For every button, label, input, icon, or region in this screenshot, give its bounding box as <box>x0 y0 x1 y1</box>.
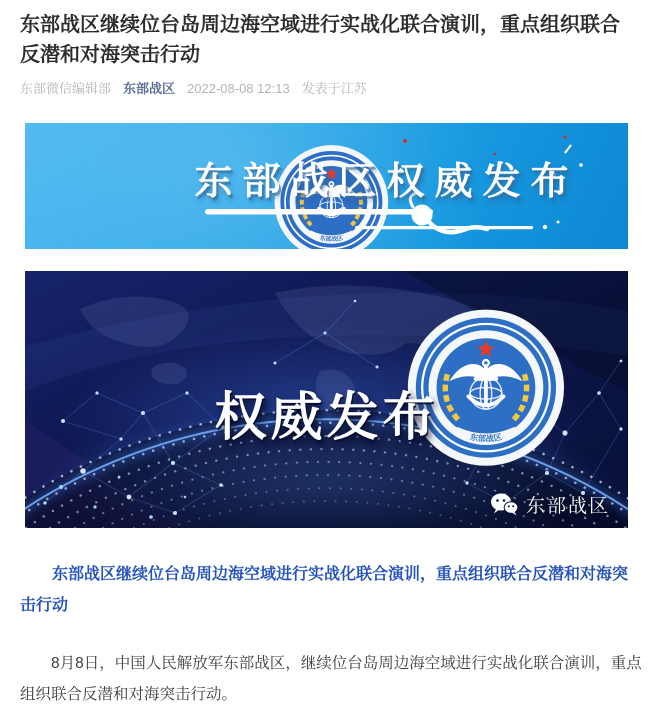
account-link[interactable]: 东部战区 <box>123 81 176 96</box>
poster-image[interactable] <box>25 271 628 528</box>
poster-headline: 权威发布 <box>214 389 439 447</box>
meta-editor: 东部微信编辑部 <box>20 81 112 96</box>
body-paragraph: 8月8日，中国人民解放军东部战区，继续位台岛周边海空域进行实战化联合演训，重点组织联合反潜和对海突击行动。 <box>20 655 642 703</box>
article <box>0 10 662 710</box>
poster-watermark-label: 东部战区 <box>525 496 610 517</box>
meta-datetime: 2022-08-08 12:13 <box>187 81 290 96</box>
red-speck-decoration <box>403 135 567 155</box>
lead-paragraph: 东部战区继续位台岛周边海空域进行实战化联合演训，重点组织联合反潜和对海突击行动 <box>20 566 629 614</box>
banner-title: 东部战区权威发布 <box>194 161 579 203</box>
meta-location: 发表于江苏 <box>301 81 367 96</box>
wechat-icon <box>491 493 518 516</box>
poster-watermark <box>491 491 610 518</box>
meta-row <box>20 78 642 97</box>
banner-image[interactable] <box>25 123 628 249</box>
page-title: 东部战区继续位台岛周边海空域进行实战化联合演训，重点组织联合反潜和对海突击行动 <box>20 14 620 66</box>
